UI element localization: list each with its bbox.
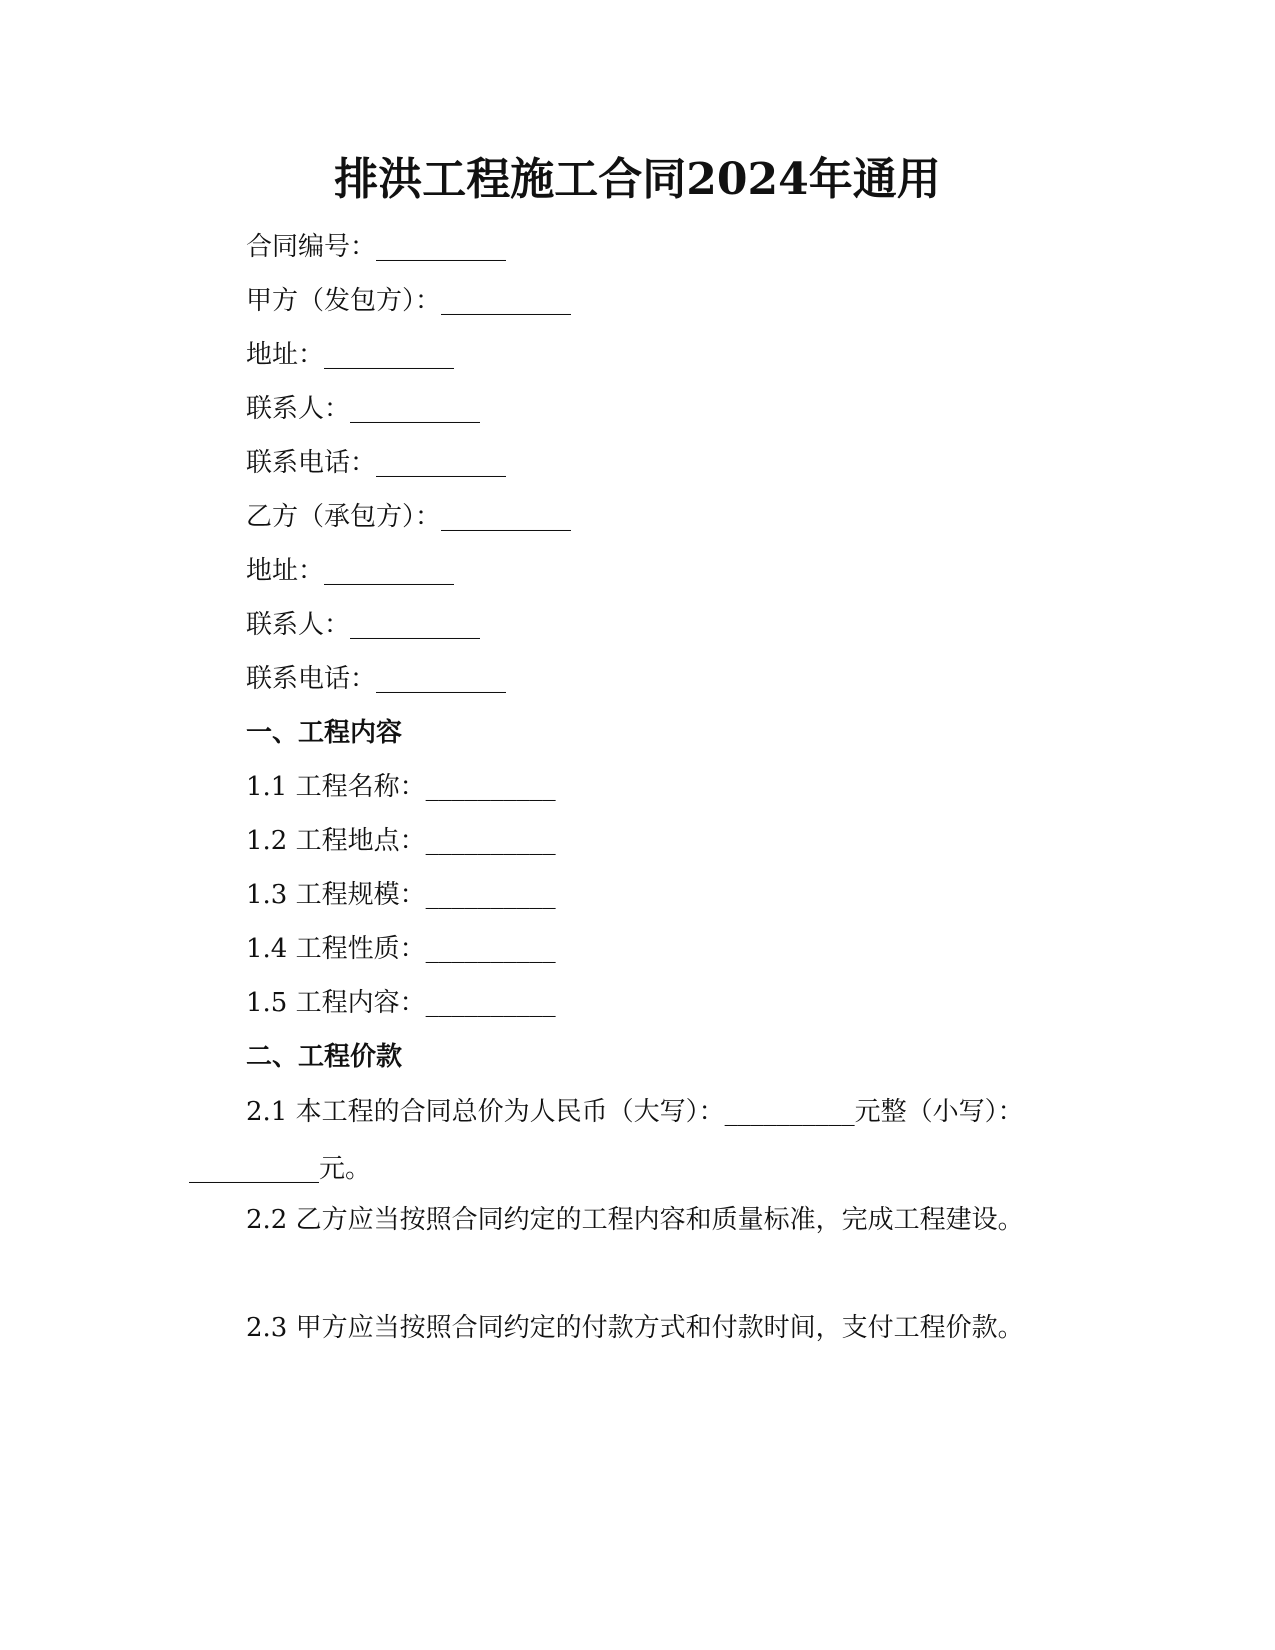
field-label: 合同编号： (246, 232, 377, 262)
section-heading-project-price: 二、工程价款 (246, 1042, 403, 1072)
field-party-b-phone (246, 662, 506, 696)
item-blank: __________ (425, 988, 556, 1018)
field-label: 联系人： (246, 610, 351, 640)
field-blank: __________ (376, 664, 507, 694)
field-party-b-address (246, 554, 454, 588)
field-blank: __________ (324, 556, 455, 586)
field-label: 联系电话： (246, 664, 377, 694)
item-project-content (246, 986, 556, 1020)
field-blank: __________ (441, 286, 572, 316)
field-party-a (246, 284, 571, 318)
field-label: 联系电话： (246, 448, 377, 478)
paragraph-2-2: 2.2 乙方应当按照合同约定的工程内容和质量标准，完成工程建设。 (246, 1205, 1024, 1235)
paragraph-2-1: 2.1 本工程的合同总价为人民币（大写）：__________元整（小写）：__________元。 (189, 1097, 1024, 1184)
field-party-a-contact (246, 392, 480, 426)
field-label: 联系人： (246, 394, 351, 424)
item-label: 1.5 工程内容： (246, 988, 426, 1018)
item-label: 1.4 工程性质： (246, 934, 426, 964)
field-label: 甲方（发包方）： (246, 286, 442, 316)
field-party-b-contact (246, 608, 480, 642)
item-blank: __________ (425, 880, 556, 910)
field-label: 地址： (246, 556, 325, 586)
item-project-location (246, 824, 556, 858)
item-label: 1.1 工程名称： (246, 772, 426, 802)
section-heading-work-content: 一、工程内容 (246, 718, 403, 748)
field-blank: __________ (376, 448, 507, 478)
field-label: 乙方（承包方）： (246, 502, 442, 532)
field-party-b (246, 500, 571, 534)
field-contract-number (246, 230, 506, 264)
field-label: 地址： (246, 340, 325, 370)
document-title: 排洪工程施工合同2024年通用 (334, 154, 941, 205)
field-blank: __________ (350, 394, 481, 424)
paragraph-2-3: 2.3 甲方应当按照合同约定的付款方式和付款时间，支付工程价款。 (246, 1313, 1024, 1343)
field-blank: __________ (376, 232, 507, 262)
field-blank: __________ (324, 340, 455, 370)
field-blank: __________ (441, 502, 572, 532)
item-project-scale (246, 878, 556, 912)
item-label: 1.2 工程地点： (246, 826, 426, 856)
item-project-name (246, 770, 556, 804)
field-party-a-phone (246, 446, 506, 480)
item-label: 1.3 工程规模： (246, 880, 426, 910)
item-blank: __________ (425, 934, 556, 964)
item-project-nature (246, 932, 556, 966)
item-blank: __________ (425, 826, 556, 856)
item-blank: __________ (425, 772, 556, 802)
field-blank: __________ (350, 610, 481, 640)
field-party-a-address (246, 338, 454, 372)
